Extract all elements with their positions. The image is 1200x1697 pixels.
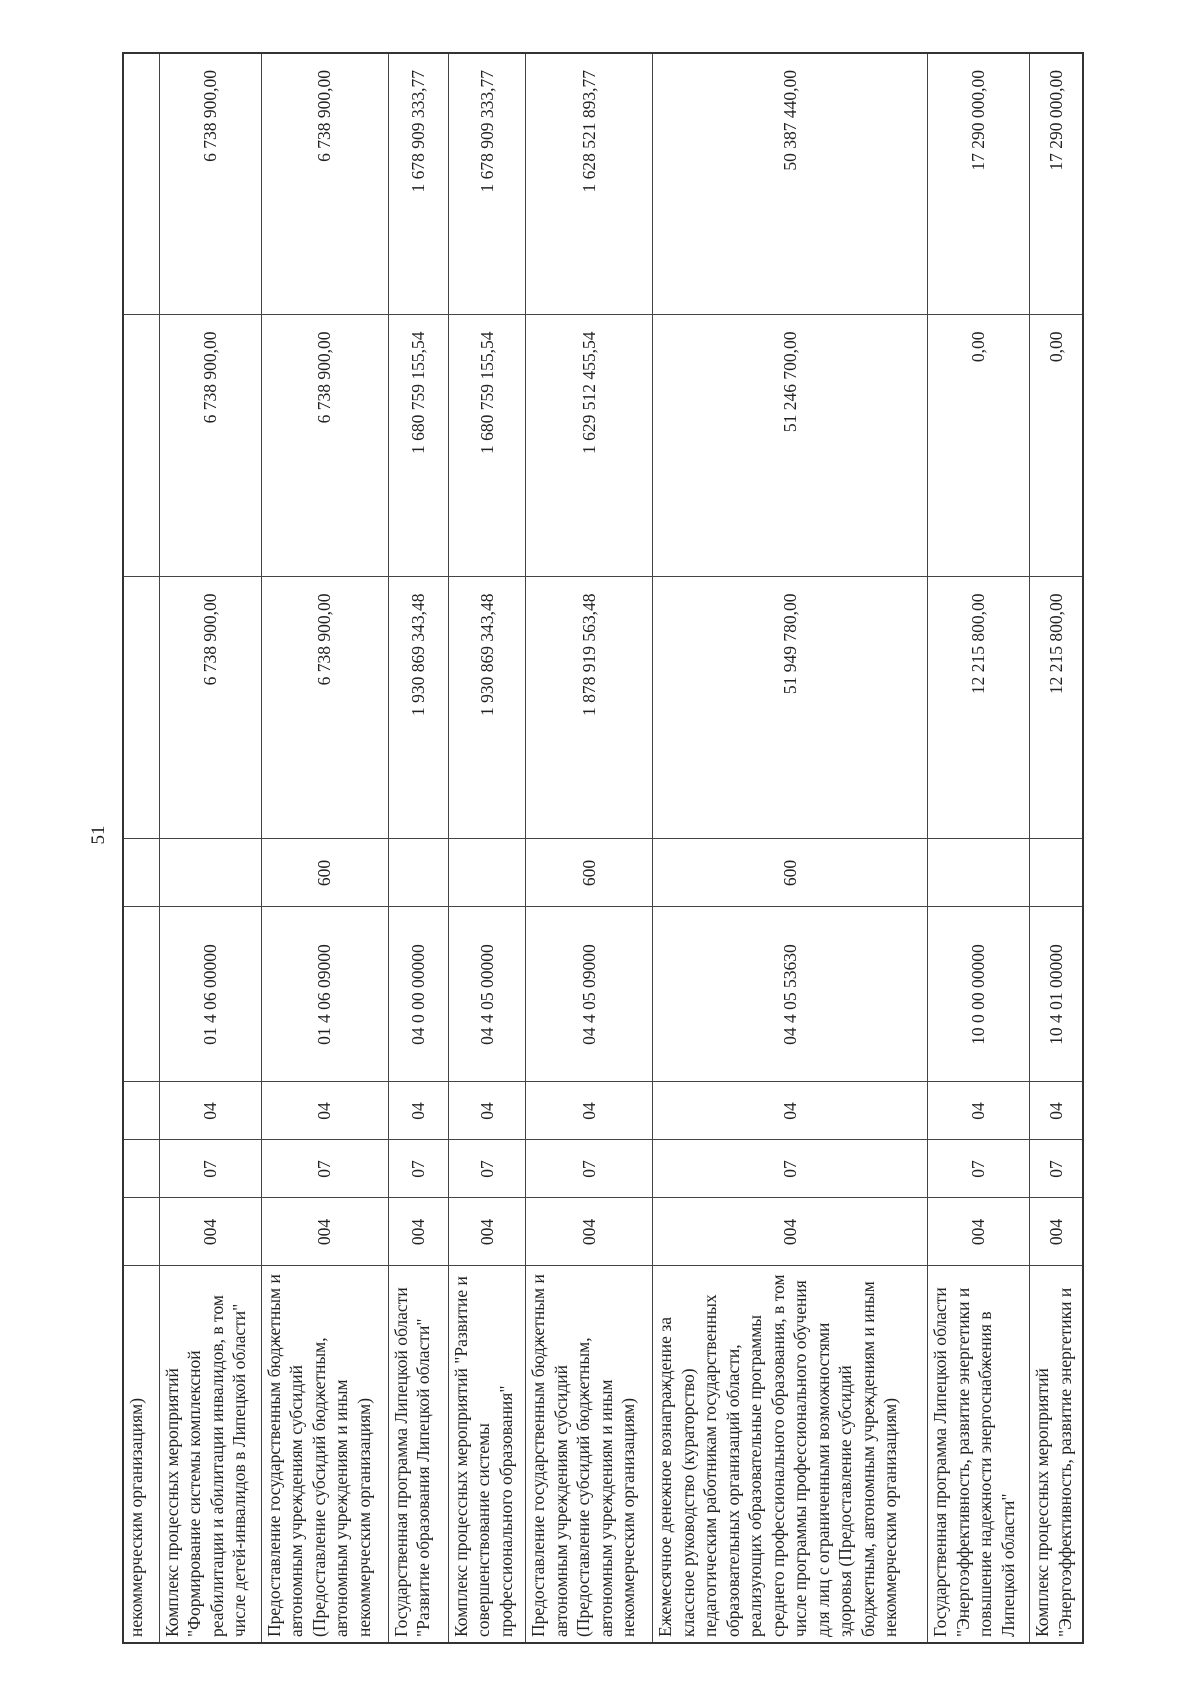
table-row [526,53,653,1643]
code-cell: 004 [526,1198,653,1266]
target-article-cell: 04 4 05 09000 [526,907,653,1082]
subsection-cell: 04 [448,1082,525,1140]
section-cell: 07 [261,1140,388,1198]
amount-year-3-cell: 6 738 900,00 [159,53,261,315]
row-name-cell: Государственная программа Липецкой области "Энергоэффективность, развитие энергетики и повышение надежности энергоснабжения в Липецкой области" [928,1266,1030,1643]
target-article-cell: 10 0 00 00000 [928,907,1030,1082]
amount-year-2-cell: 0,00 [928,315,1030,577]
amount-year-2-cell: 1 680 759 155,54 [388,315,448,577]
subsection-cell: 04 [928,1082,1030,1140]
amount-year-1-cell: 1 930 869 343,48 [448,577,525,839]
section-cell: 07 [388,1140,448,1198]
code-cell: 004 [448,1198,525,1266]
code-cell: 004 [388,1198,448,1266]
table-row [1030,53,1083,1643]
row-name-cell: Комплекс процессных мероприятий "Энергоэффективность, развитие энергетики и [1030,1266,1083,1643]
target-article-cell: 04 0 00 00000 [388,907,448,1082]
expense-type-cell: 600 [261,839,388,907]
amount-year-2-cell [123,315,159,577]
amount-year-1-cell: 12 215 800,00 [928,577,1030,839]
amount-year-1-cell: 6 738 900,00 [159,577,261,839]
row-name-cell: некоммерческим организациям) [123,1266,159,1643]
code-cell: 004 [1030,1198,1083,1266]
code-cell: 004 [159,1198,261,1266]
amount-year-3-cell: 1 628 521 893,77 [526,53,653,315]
amount-year-2-cell: 1 629 512 455,54 [526,315,653,577]
section-cell: 07 [653,1140,928,1198]
expense-type-cell [1030,839,1083,907]
row-name-cell: Ежемесячное денежное вознаграждение за классное руководство (кураторство) педагогическим работникам государственных образовательных организаций области, реализующих образовательные программы среднего профессионального образования, в том числе программы профессионального обучения для лиц с ограниченными возможностями здоровья (Предоставление субсидий бюджетным, автономным учреждениям и иным некоммерческим организациям) [653,1266,928,1643]
section-cell: 07 [526,1140,653,1198]
amount-year-1-cell: 1 930 869 343,48 [388,577,448,839]
target-article-cell: 04 4 05 00000 [448,907,525,1082]
table-row [653,53,928,1643]
table-row [123,53,159,1643]
amount-year-3-cell: 17 290 000,00 [928,53,1030,315]
expense-type-cell [448,839,525,907]
target-article-cell [123,907,159,1082]
amount-year-1-cell: 6 738 900,00 [261,577,388,839]
budget-table [122,52,1084,1644]
table-row [928,53,1030,1643]
code-cell: 004 [653,1198,928,1266]
subsection-cell: 04 [653,1082,928,1140]
subsection-cell: 04 [261,1082,388,1140]
amount-year-3-cell: 17 290 000,00 [1030,53,1083,315]
amount-year-3-cell: 1 678 909 333,77 [388,53,448,315]
amount-year-1-cell [123,577,159,839]
expense-type-cell [159,839,261,907]
subsection-cell: 04 [159,1082,261,1140]
expense-type-cell: 600 [653,839,928,907]
expense-type-cell [388,839,448,907]
page-number: 51 [88,825,109,845]
subsection-cell [123,1082,159,1140]
table-row [388,53,448,1643]
expense-type-cell [123,839,159,907]
amount-year-3-cell: 50 387 440,00 [653,53,928,315]
expense-type-cell: 600 [526,839,653,907]
row-name-cell: Комплекс процессных мероприятий "Формирование системы комплексной реабилитации и абилитации инвалидов, в том числе детей-инвалидов в Липецкой области" [159,1266,261,1643]
section-cell: 07 [448,1140,525,1198]
target-article-cell: 04 4 05 53630 [653,907,928,1082]
amount-year-2-cell: 51 246 700,00 [653,315,928,577]
amount-year-1-cell: 51 949 780,00 [653,577,928,839]
rotated-table-container [122,54,1084,1644]
amount-year-1-cell: 1 878 919 563,48 [526,577,653,839]
amount-year-2-cell: 1 680 759 155,54 [448,315,525,577]
section-cell: 07 [928,1140,1030,1198]
row-name-cell: Государственная программа Липецкой области "Развитие образования Липецкой области" [388,1266,448,1643]
expense-type-cell [928,839,1030,907]
code-cell: 004 [928,1198,1030,1266]
table-row [159,53,261,1643]
amount-year-3-cell: 6 738 900,00 [261,53,388,315]
subsection-cell: 04 [526,1082,653,1140]
target-article-cell: 10 4 01 00000 [1030,907,1083,1082]
subsection-cell: 04 [388,1082,448,1140]
table-row [261,53,388,1643]
row-name-cell: Комплекс процессных мероприятий "Развитие и совершенствование системы профессионального образования" [448,1266,525,1643]
amount-year-2-cell: 6 738 900,00 [159,315,261,577]
amount-year-3-cell: 1 678 909 333,77 [448,53,525,315]
code-cell: 004 [261,1198,388,1266]
section-cell [123,1140,159,1198]
table-body [123,53,1083,1643]
row-name-cell: Предоставление государственным бюджетным и автономным учреждениям субсидий (Предоставление субсидий бюджетным, автономным учреждениям и иным некоммерческим организациям) [261,1266,388,1643]
target-article-cell: 01 4 06 00000 [159,907,261,1082]
target-article-cell: 01 4 06 09000 [261,907,388,1082]
table-row [448,53,525,1643]
amount-year-1-cell: 12 215 800,00 [1030,577,1083,839]
row-name-cell: Предоставление государственным бюджетным и автономным учреждениям субсидий (Предоставление субсидий бюджетным, автономным учреждениям и иным некоммерческим организациям) [526,1266,653,1643]
section-cell: 07 [1030,1140,1083,1198]
section-cell: 07 [159,1140,261,1198]
amount-year-2-cell: 6 738 900,00 [261,315,388,577]
subsection-cell: 04 [1030,1082,1083,1140]
code-cell [123,1198,159,1266]
amount-year-3-cell [123,53,159,315]
amount-year-2-cell: 0,00 [1030,315,1083,577]
